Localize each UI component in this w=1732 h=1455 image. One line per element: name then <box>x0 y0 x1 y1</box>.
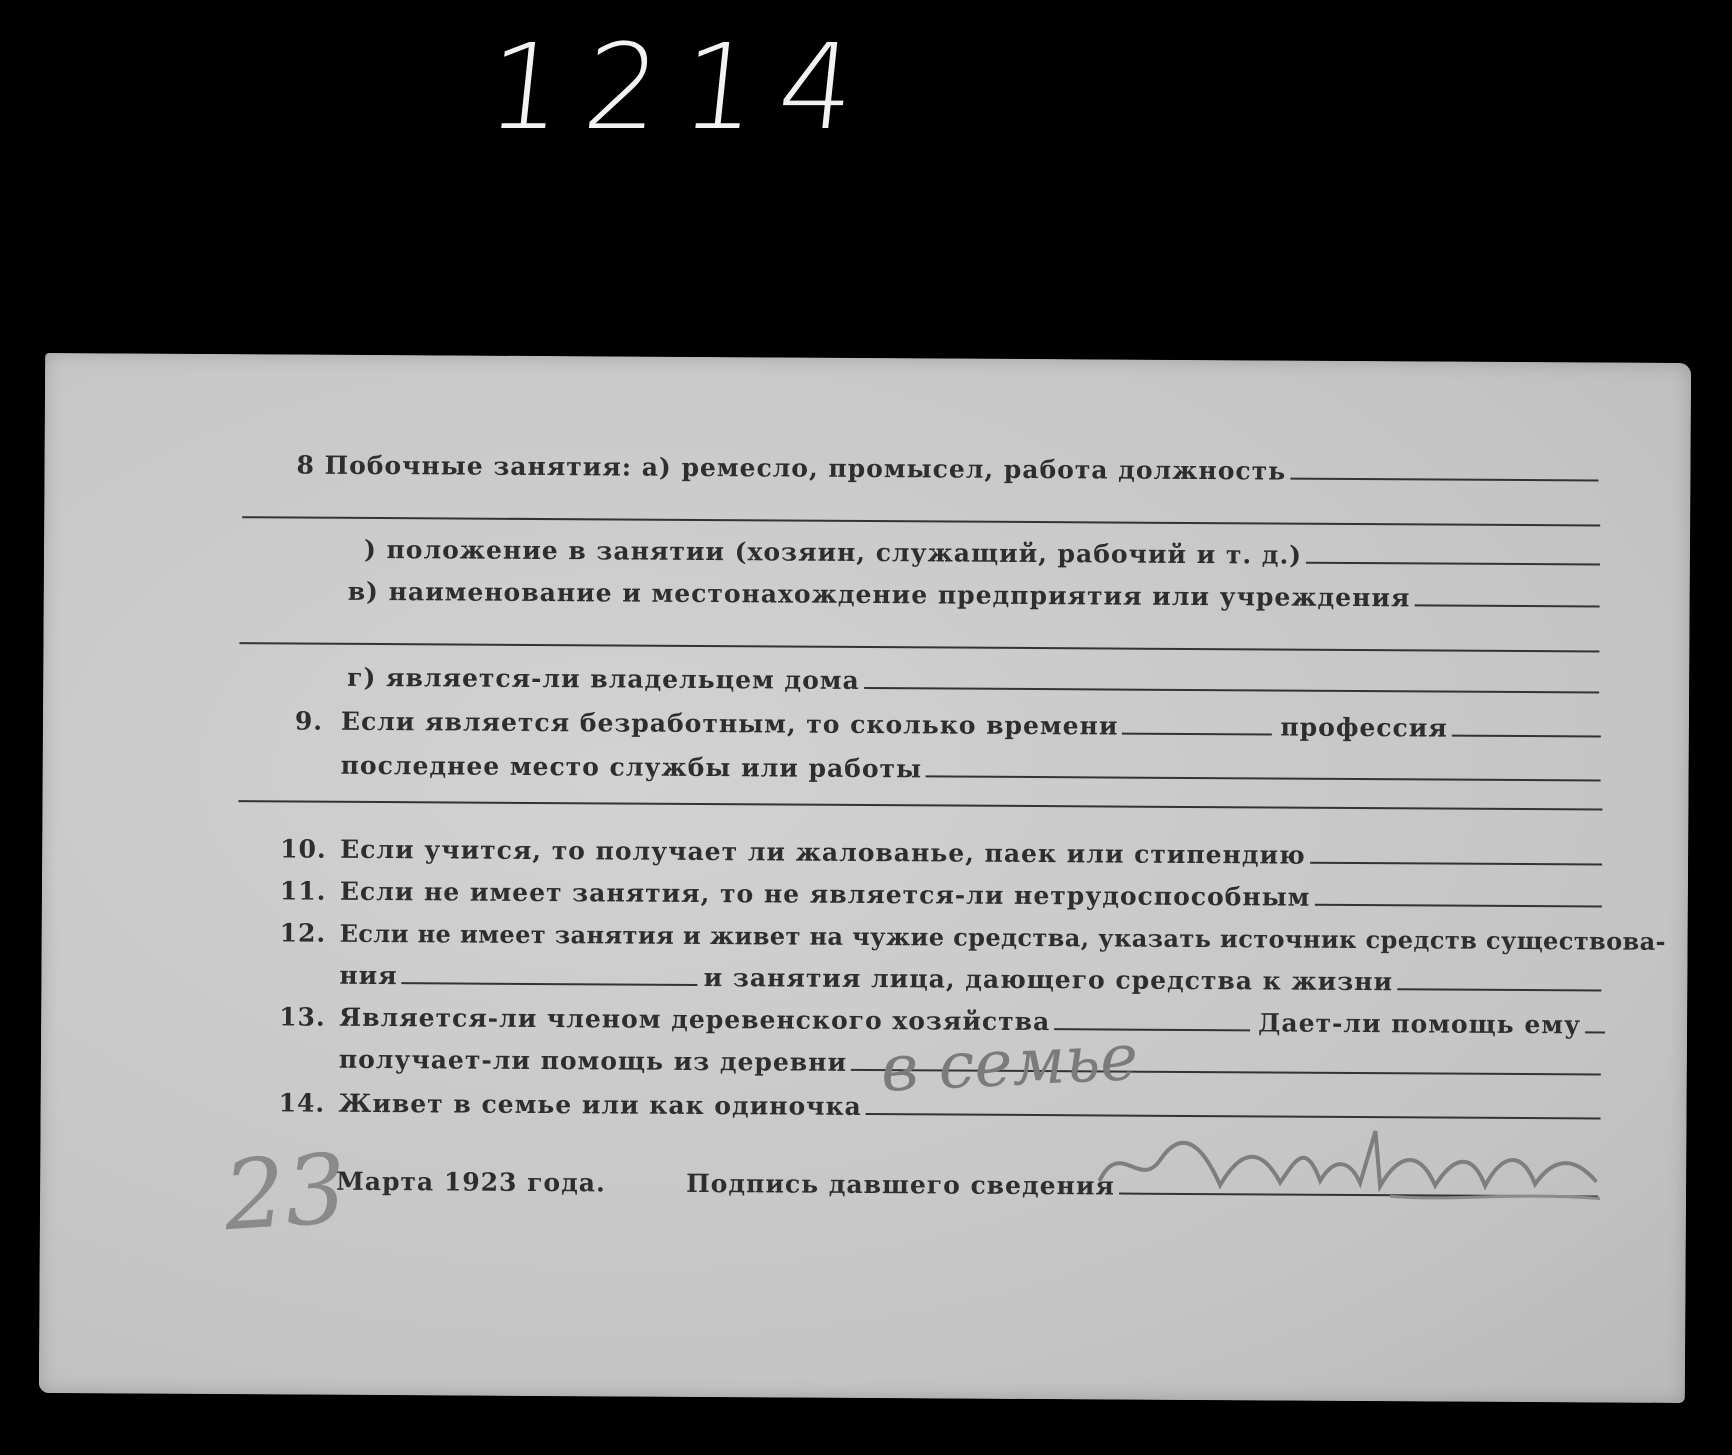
q8b-row <box>364 535 1600 572</box>
q12-cont-b: и занятия лица, дающего средства к жизни <box>703 963 1394 997</box>
q8c-continuation-line <box>239 642 1599 652</box>
q9-last-place-row <box>341 751 1601 788</box>
q8-fill-line <box>1290 477 1598 482</box>
q8b-fill-line <box>1306 561 1600 566</box>
q10-fill-line <box>1310 861 1602 866</box>
q12-row <box>279 918 1667 956</box>
q12-cont-a: ния <box>339 960 398 991</box>
q9-last-place-line <box>926 774 1601 781</box>
q9-profession-label: профессия <box>1280 712 1448 743</box>
q8b-label: ) положение в занятии (хозяин, служащий, рабочий и т. д.) <box>363 534 1303 570</box>
q11-fill-line <box>1314 903 1601 908</box>
q9-duration-line <box>1122 732 1272 736</box>
census-form-card <box>39 353 1691 1403</box>
signature-label: Подпись давшего сведения <box>686 1168 1115 1201</box>
q8-row <box>296 451 1598 488</box>
date-row <box>336 1167 606 1198</box>
date-text: Марта 1923 года. <box>336 1166 606 1198</box>
q13-help-to-label: Дает-ли помощь ему <box>1258 1008 1582 1040</box>
q13-help-to-line <box>1585 1030 1605 1033</box>
q12-fill-line <box>1397 987 1601 991</box>
q9-label: Если является безработным, то сколько времени <box>340 706 1119 741</box>
q9-continuation-line <box>238 800 1602 810</box>
q14-number: 14. <box>278 1088 326 1118</box>
q13-number: 13. <box>279 1002 326 1032</box>
q9-number: 9. <box>294 706 324 736</box>
date-day-handwritten: 23 <box>220 1132 350 1253</box>
q10-label: Если учится, то получает ли жалованье, паек или стипендию <box>340 834 1306 870</box>
q13-label: Является-ли членом деревенского хозяйства <box>339 1002 1051 1037</box>
q8d-fill-line <box>864 686 1599 693</box>
q8c-fill-line <box>1414 603 1599 607</box>
q10-number: 10. <box>280 834 327 864</box>
q13-receives-label: получает-ли помощь из деревни <box>338 1044 848 1077</box>
q8-continuation-line <box>242 516 1600 526</box>
q11-row <box>280 876 1602 913</box>
q9-profession-line <box>1452 734 1601 738</box>
q14-label: Живет в семье или как одиночка <box>338 1088 862 1121</box>
q14-handwritten-answer: в семье <box>879 1020 1140 1107</box>
q11-number: 11. <box>279 876 327 906</box>
q12-source-line <box>402 981 698 986</box>
q8d-row <box>347 663 1599 700</box>
q12-cont-row <box>339 961 1601 998</box>
q9-last-place-label: последнее место службы или работы <box>340 750 923 784</box>
q8-label: Побочные занятия: а) ремесло, промысел, работа должность <box>324 450 1287 486</box>
signature-handwritten-image <box>1090 1099 1611 1212</box>
q8-number: 8 <box>296 450 316 480</box>
frame-number: 1214 <box>480 18 884 156</box>
q9-row <box>295 707 1601 744</box>
q11-label: Если не имеет занятия, то не является-ли нетрудоспособным <box>339 876 1311 912</box>
q8c-label: в) наименование и местонахождение предприятия или учреждения <box>347 576 1411 613</box>
q8d-label: г) является-ли владельцем дома <box>347 662 860 695</box>
q12-number: 12. <box>279 918 327 948</box>
q8c-row <box>348 577 1600 614</box>
q12-label: Если не имеет занятия и живет на чужие средства, указать источник средств существова- <box>339 918 1667 956</box>
q10-row <box>280 834 1602 871</box>
